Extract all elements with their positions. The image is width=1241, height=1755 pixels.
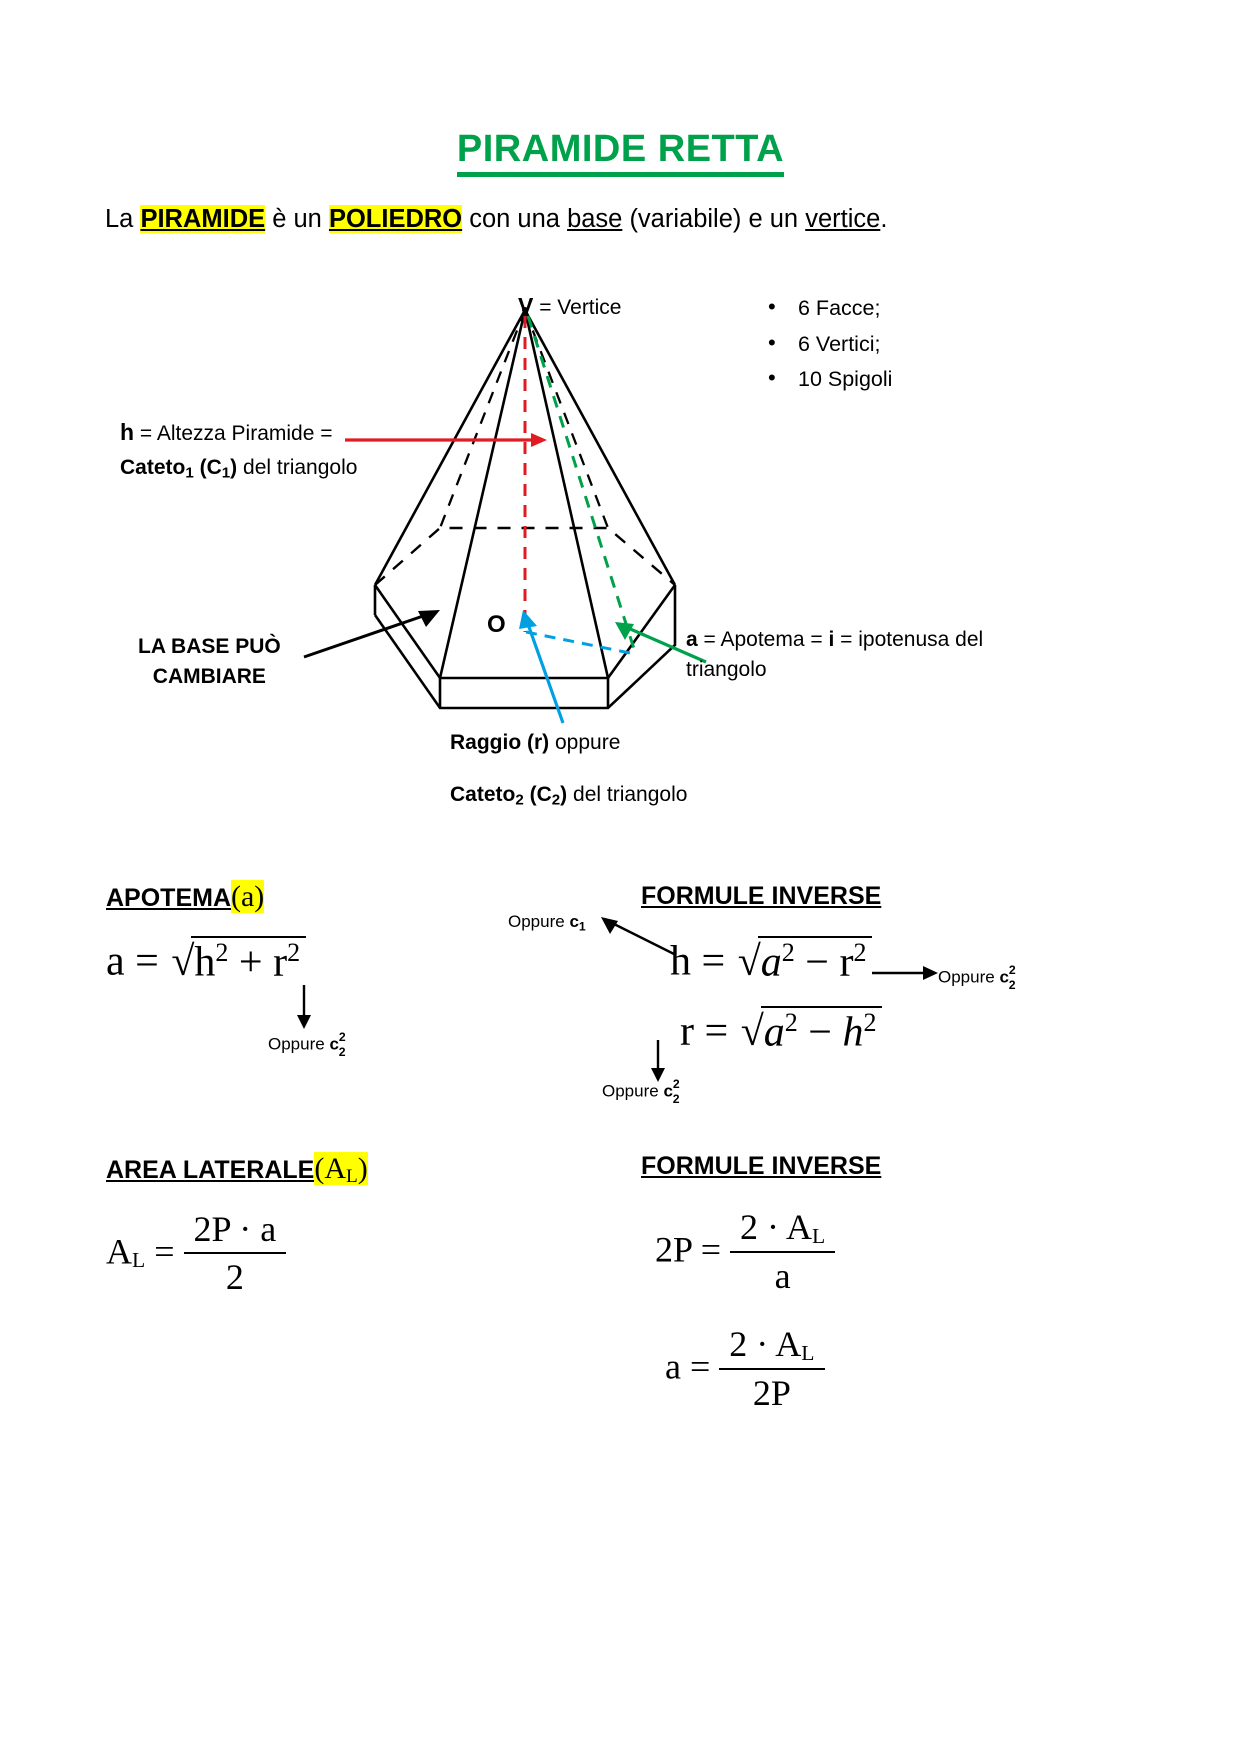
heading-apotema	[106, 880, 264, 914]
list-item	[762, 332, 892, 357]
oppure-arrow-c1	[598, 915, 688, 963]
fraction-bar	[184, 1252, 287, 1254]
formula-area-laterale-equals: =	[154, 1231, 175, 1272]
fraction-denominator: a	[774, 1255, 791, 1296]
annotation-oppure-c2-raggio	[602, 1077, 680, 1106]
intro-keyword-vertice: vertice	[805, 205, 881, 233]
formula-apotema-term1-exp: 2	[215, 938, 229, 967]
label-raggio	[450, 730, 620, 756]
formula-altezza-equals: =	[701, 938, 726, 985]
fraction-numerator: 2 · AL	[740, 1207, 826, 1248]
formula-apotema-inversa-lhs: a	[665, 1346, 681, 1387]
intro-keyword-piramide: PIRAMIDE	[140, 205, 266, 233]
page-title-text: PIRAMIDE RETTA	[457, 128, 784, 177]
apotema-letter: a	[686, 628, 698, 651]
fraction-denominator: 2P	[752, 1372, 791, 1413]
label-base-can-change	[138, 632, 281, 693]
label-cateto1	[120, 455, 357, 483]
vertex-letter: V	[518, 293, 534, 319]
oppure-word: Oppure	[938, 967, 995, 987]
cateto1-paren-subscript: 1	[221, 464, 231, 482]
c1-symbol: $c_1$	[569, 912, 586, 934]
sqrt-symbol: $√a^2 - r^2$	[736, 935, 873, 985]
formula-apotema-lhs: a	[106, 938, 125, 985]
formula-raggio	[680, 1005, 882, 1055]
vertex-label-text: = Vertice	[539, 296, 622, 319]
c2-squared-symbol: $c^2_2$	[663, 1077, 680, 1107]
fraction-numerator: 2 · AL	[729, 1324, 815, 1365]
intro-part-5: .	[880, 205, 888, 233]
formula-apotema-term1: h	[194, 939, 216, 986]
oppure-word: Oppure	[602, 1081, 659, 1101]
cateto2-subscript: 2	[515, 791, 524, 809]
heading-formule-inverse-2-text: FORMULE INVERSE	[641, 1152, 882, 1180]
formula-apotema-inversa-equals: =	[689, 1346, 711, 1387]
heading-apotema-text: APOTEMA	[106, 884, 231, 912]
fraction-bar	[719, 1368, 824, 1370]
fraction-denominator: 2	[225, 1257, 244, 1297]
cateto2-paren-open: (C	[529, 783, 552, 806]
heading-formule-inverse-1	[641, 882, 881, 911]
ipotenusa-letter: i	[828, 628, 835, 651]
annotation-oppure-c1	[508, 912, 586, 934]
formula-apotema-inversa	[665, 1325, 825, 1416]
sqrt-symbol: $√h^2 + r^2$	[169, 935, 306, 985]
cateto1-subscript: 1	[185, 464, 194, 482]
label-cateto2	[450, 782, 687, 810]
height-arrow-red	[345, 425, 550, 455]
raggio-oppure-text: oppure	[555, 731, 621, 754]
label-center-o: O	[487, 611, 506, 638]
properties-list	[762, 296, 892, 403]
formula-raggio-operator: −	[808, 1009, 832, 1056]
height-letter: h	[120, 419, 135, 445]
fraction-numerator: 2P · a	[193, 1209, 277, 1249]
cateto2-rest: del triangolo	[573, 783, 688, 806]
cateto2-paren-subscript: 2	[551, 791, 561, 809]
intro-part-4: (variabile) e un	[622, 205, 806, 233]
apotema-rest-text-2: triangolo	[686, 658, 767, 682]
list-item	[762, 296, 892, 321]
formula-altezza	[670, 935, 872, 985]
formula-area-laterale-lhs: A	[106, 1231, 132, 1272]
formula-raggio-lhs: r	[680, 1008, 694, 1055]
formula-apotema-term2-exp: 2	[287, 938, 301, 967]
apotema-rest-text: = ipotenusa del	[840, 628, 984, 651]
formula-area-laterale	[106, 1210, 286, 1300]
formula-altezza-term1: a	[760, 939, 782, 986]
fraction	[719, 1323, 824, 1414]
formula-altezza-operator: −	[805, 939, 829, 986]
cateto1-paren-open: (C	[199, 456, 222, 479]
intro-keyword-base: base	[567, 205, 623, 233]
formula-raggio-equals: =	[704, 1008, 729, 1055]
base-arrow-black	[300, 605, 450, 665]
formula-apotema-term2: r	[273, 939, 288, 986]
oppure-arrow-down-apotema	[294, 985, 318, 1031]
heading-formule-inverse-1-text: FORMULE INVERSE	[641, 882, 882, 910]
heading-apotema-symbol: (a)	[231, 880, 265, 913]
fraction	[184, 1208, 287, 1298]
intro-sentence	[105, 205, 887, 234]
heading-area-laterale	[106, 1152, 368, 1188]
fraction-bar	[730, 1251, 835, 1253]
label-height	[120, 418, 333, 447]
formula-perimetro-equals: =	[700, 1229, 721, 1270]
formula-apotema-equals: =	[135, 938, 159, 985]
heading-formule-inverse-2	[641, 1152, 881, 1181]
cateto2-paren-close: )	[560, 783, 568, 806]
fraction	[730, 1206, 835, 1297]
formula-altezza-term1-exp: 2	[781, 938, 795, 967]
cateto1-word: Cateto	[120, 456, 186, 479]
heading-area-laterale-symbol: (AL)	[314, 1152, 368, 1187]
page-title	[0, 128, 1241, 171]
label-vertex	[518, 292, 622, 321]
cateto1-rest: del triangolo	[243, 456, 358, 479]
intro-part-1: La	[105, 205, 141, 233]
height-label-text: = Altezza Piramide =	[139, 422, 333, 445]
annotation-oppure-c2-apotema	[268, 1030, 346, 1059]
c2-squared-symbol: $c^2_2$	[999, 963, 1016, 993]
oppure-word: Oppure	[268, 1034, 325, 1054]
list-item-label: 10 Spigoli	[798, 367, 893, 392]
intro-keyword-poliedro: POLIEDRO	[328, 205, 463, 233]
c2-squared-symbol: $c^2_2$	[329, 1030, 346, 1060]
label-apotema	[686, 627, 983, 684]
formula-raggio-term2: h	[842, 1009, 864, 1056]
formula-perimetro	[655, 1208, 835, 1299]
formula-raggio-term1: a	[763, 1009, 785, 1056]
oppure-word: Oppure	[508, 912, 565, 931]
formula-perimetro-lhs: 2P	[655, 1229, 692, 1270]
formula-raggio-term1-exp: 2	[784, 1008, 798, 1037]
raggio-bold-text: Raggio (r)	[450, 731, 550, 754]
list-item-label: 6 Vertici;	[798, 331, 881, 356]
radius-arrow-blue	[515, 605, 605, 730]
base-note-line1: LA BASE PUÒ	[138, 635, 281, 658]
cateto2-word: Cateto	[450, 783, 516, 806]
oppure-arrow-right-h	[872, 960, 944, 986]
list-item	[762, 367, 892, 392]
formula-apotema	[106, 935, 306, 985]
formula-raggio-term2-exp: 2	[863, 1008, 877, 1037]
heading-area-laterale-text: AREA LATERALE	[106, 1156, 315, 1184]
base-note-line2: CAMBIARE	[152, 665, 266, 689]
intro-part-3: con una	[462, 205, 568, 233]
formula-area-laterale-lhs-sub: L	[132, 1248, 146, 1273]
apotema-eq-text: = Apotema =	[703, 628, 823, 651]
formula-altezza-lhs: h	[670, 938, 691, 985]
annotation-oppure-c2-altezza	[938, 963, 1016, 992]
cateto1-paren-close: )	[230, 456, 238, 479]
formula-altezza-term2-exp: 2	[853, 938, 867, 967]
intro-part-2: è un	[265, 205, 329, 233]
sqrt-symbol: $√a^2 - h^2$	[739, 1005, 883, 1055]
list-item-label: 6 Facce;	[798, 296, 881, 320]
formula-altezza-term2: r	[839, 939, 854, 986]
formula-apotema-operator: +	[238, 939, 263, 986]
edge-apex-front-left	[440, 310, 525, 678]
